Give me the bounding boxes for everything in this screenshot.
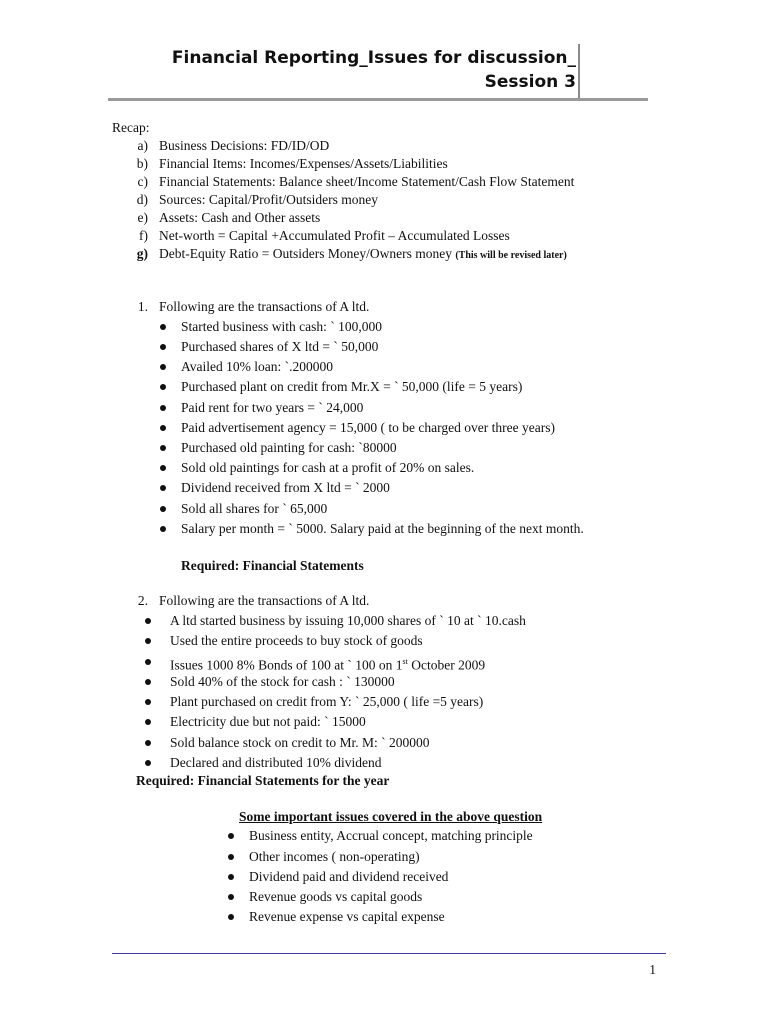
transaction-item: Purchased old painting for cash: `80000	[181, 440, 397, 455]
transaction-item: Salary per month = ` 5000. Salary paid at the beginning of the next month.	[181, 521, 584, 536]
header-horizontal-rule	[108, 98, 648, 101]
recap-item-text: Debt-Equity Ratio = Outsiders Money/Owners money	[159, 246, 452, 261]
transaction-item: Paid advertisement agency = 15,000 ( to be charged over three years)	[181, 420, 555, 435]
required-statement: Required: Financial Statements	[181, 558, 364, 573]
footer-rule	[112, 953, 666, 954]
bullet-icon	[145, 638, 151, 644]
question-number: 2.	[137, 593, 148, 608]
bullet-icon	[160, 405, 166, 411]
issue-item: Dividend paid and dividend received	[249, 869, 449, 884]
transaction-item: A ltd started business by issuing 10,000 shares of ` 10 at ` 10.cash	[170, 613, 526, 628]
transaction-item: Electricity due but not paid: ` 15000	[170, 714, 366, 729]
recap-letter: b)	[136, 156, 148, 171]
bullet-icon	[145, 719, 151, 725]
transaction-item: Sold 40% of the stock for cash : ` 130000	[170, 674, 395, 689]
question-intro: Following are the transactions of A ltd.	[159, 593, 370, 608]
transaction-item: Plant purchased on credit from Y: ` 25,000 ( life =5 years)	[170, 694, 484, 709]
recap-letter: g)	[136, 246, 148, 261]
transaction-item: Availed 10% loan: `.200000	[181, 359, 333, 374]
title-line-2: Session 3	[484, 72, 576, 92]
issue-item: Revenue goods vs capital goods	[249, 889, 423, 904]
header-vertical-rule	[578, 44, 580, 100]
recap-item: Financial Statements: Balance sheet/Income Statement/Cash Flow Statement	[159, 174, 575, 189]
question-number: 1.	[137, 299, 148, 314]
page-number: 1	[649, 962, 656, 977]
transaction-item: Declared and distributed 10% dividend	[170, 755, 382, 770]
bullet-icon	[228, 854, 234, 860]
transaction-item	[170, 653, 485, 675]
recap-item: Business Decisions: FD/ID/OD	[159, 138, 330, 153]
bullet-icon	[145, 679, 151, 685]
transaction-text-tail: October 2009	[407, 657, 486, 673]
issue-item: Business entity, Accrual concept, matching principle	[249, 828, 533, 843]
required-statement: Required: Financial Statements for the year	[136, 773, 390, 788]
bullet-icon	[145, 760, 151, 766]
recap-item: Sources: Capital/Profit/Outsiders money	[159, 192, 378, 207]
bullet-icon	[145, 699, 151, 705]
recap-letter: a)	[137, 138, 148, 153]
transaction-item: Started business with cash: ` 100,000	[181, 319, 382, 334]
bullet-icon	[160, 485, 166, 491]
ordinal-suffix: st	[402, 657, 408, 666]
bullet-icon	[145, 740, 151, 746]
transaction-item: Sold balance stock on credit to Mr. M: ` 200000	[170, 735, 430, 750]
recap-letter: f)	[139, 228, 148, 243]
recap-item	[159, 245, 567, 265]
transaction-item: Purchased plant on credit from Mr.X = ` 50,000 (life = 5 years)	[181, 379, 523, 394]
bullet-icon	[160, 445, 166, 451]
bullet-icon	[160, 506, 166, 512]
transaction-item: Sold all shares for ` 65,000	[181, 501, 328, 516]
issues-heading: Some important issues covered in the above question	[239, 809, 543, 824]
issue-item: Other incomes ( non-operating)	[249, 849, 420, 864]
recap-label: Recap:	[112, 120, 150, 135]
transaction-item: Paid rent for two years = ` 24,000	[181, 400, 364, 415]
title-line-1: Financial Reporting_Issues for discussion_	[171, 48, 576, 68]
recap-letter: d)	[136, 192, 148, 207]
bullet-icon	[228, 874, 234, 880]
bullet-icon	[228, 914, 234, 920]
bullet-icon	[160, 324, 166, 330]
transaction-item: Dividend received from X ltd = ` 2000	[181, 480, 390, 495]
recap-item: Assets: Cash and Other assets	[159, 210, 321, 225]
recap-letter: e)	[137, 210, 148, 225]
recap-item-note: (This will be revised later)	[455, 250, 567, 261]
bullet-icon	[145, 618, 151, 624]
transaction-text: Issues 1000 8% Bonds of 100 at ` 100 on 1	[170, 657, 403, 673]
bullet-icon	[160, 384, 166, 390]
recap-item: Net-worth = Capital +Accumulated Profit – Accumulated Losses	[159, 228, 510, 243]
bullet-icon	[160, 425, 166, 431]
question-intro: Following are the transactions of A ltd.	[159, 299, 370, 314]
bullet-icon	[160, 344, 166, 350]
bullet-icon	[228, 894, 234, 900]
bullet-icon	[145, 659, 151, 665]
issue-item: Revenue expense vs capital expense	[249, 909, 445, 924]
transaction-item: Sold old paintings for cash at a profit of 20% on sales.	[181, 460, 475, 475]
bullet-icon	[160, 465, 166, 471]
bullet-icon	[228, 833, 234, 839]
recap-item: Financial Items: Incomes/Expenses/Assets/Liabilities	[159, 156, 448, 171]
recap-letter: c)	[137, 174, 148, 189]
transaction-item: Used the entire proceeds to buy stock of goods	[170, 633, 423, 648]
bullet-icon	[160, 526, 166, 532]
bullet-icon	[160, 364, 166, 370]
transaction-item: Purchased shares of X ltd = ` 50,000	[181, 339, 379, 354]
document-title	[108, 46, 576, 94]
